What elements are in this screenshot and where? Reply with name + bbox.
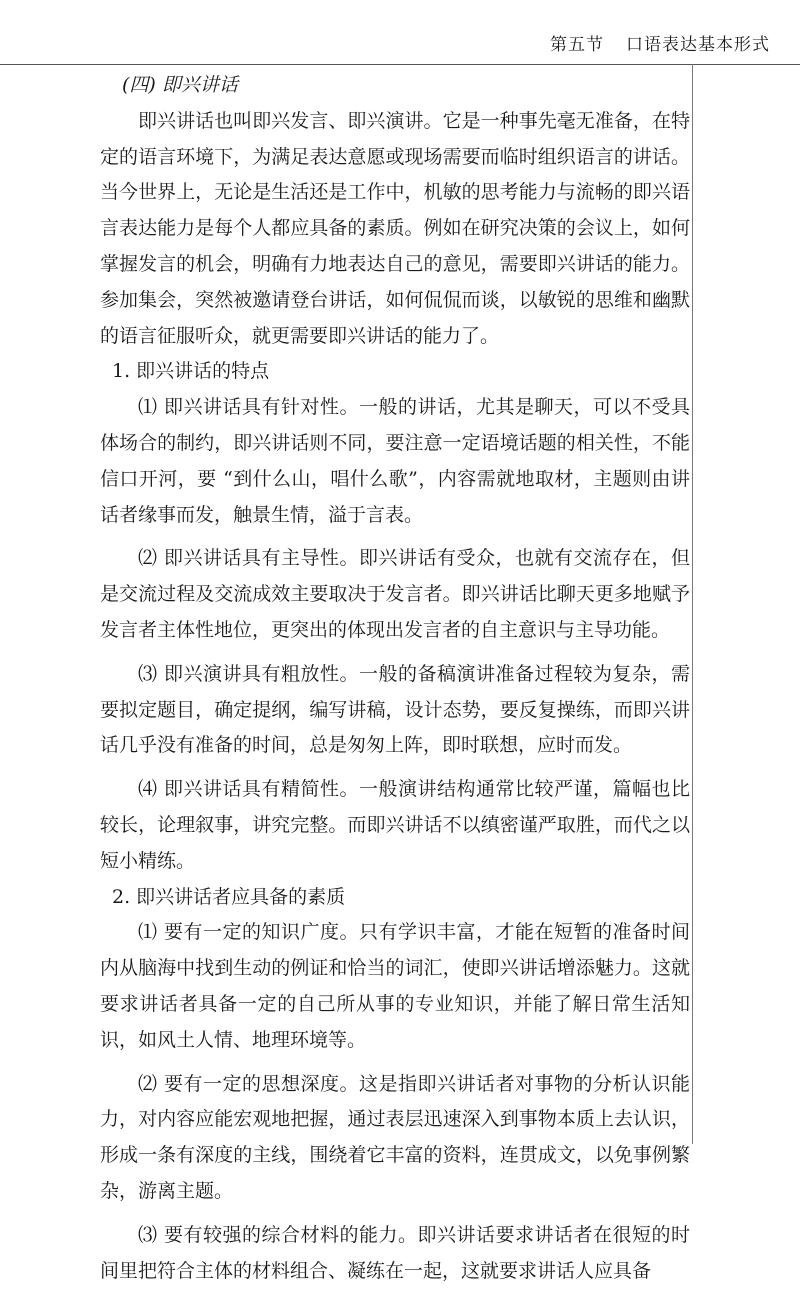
heading-qualities: 2. 即兴讲话者应具备的素质	[112, 885, 346, 908]
heading-features: 1. 即兴讲话的特点	[112, 360, 270, 383]
intro-paragraph: 即兴讲话也叫即兴发言、即兴演讲。它是一种事先毫无准备，在特定的语言环境下，为满足表达意愿或现场需要而临时组织语言的讲话。当今世界上，无论是生活还是工作中，机敏的思考能力与流畅的即兴语言表达能力是每个人都应具备的素质。例如在研究决策的会议上，如何掌握发言的机会，明确有力地表达自己的意见，需要即兴讲话的能力。参加集会，突然被邀请登台讲话，如何侃侃而谈，以敏锐的思维和幽默的语言征服听众，就更需要即兴讲话的能力了。	[100, 109, 690, 347]
running-header	[0, 30, 770, 55]
feature-paragraph: ⑵ 即兴讲话具有主导性。即兴讲话有受众，也就有交流存在，但是交流过程及交流成效主要取决于发言者。即兴讲话比聊天更多地赋予发言者主体性地位，更突出的体现出发言者的自主意识与主导功能。	[100, 547, 690, 641]
header-title: 口语表达基本形式	[626, 35, 770, 55]
header-section: 第五节	[550, 35, 604, 55]
subsection-title: (四) 即兴讲话	[122, 74, 238, 96]
quality-paragraph: ⑴ 要有一定的知识广度。只有学识丰富，才能在短暂的准备时间内从脑海中找到生动的例证和恰当的词汇，使即兴讲话增添魅力。这就要求讲话者具备一定的自己所从事的专业知识，并能了解日常生活知识，如风土人情、地理环境等。	[100, 921, 690, 1051]
margin-rule	[692, 64, 693, 1144]
quality-paragraph: ⑵ 要有一定的思想深度。这是指即兴讲话者对事物的分析认识能力，对内容应能宏观地把握，通过表层迅速深入到事物本质上去认识，形成一条有深度的主线，围绕着它丰富的资料，连贯成文，以免事例繁杂，游离主题。	[100, 1072, 690, 1202]
header-rule	[0, 64, 800, 65]
page-content	[100, 68, 690, 1289]
feature-paragraph: ⑴ 即兴讲话具有针对性。一般的讲话，尤其是聊天，可以不受具体场合的制约，即兴讲话则不同，要注意一定语境话题的相关性，不能信口开河，要 “到什么山，唱什么歌”，内容需就地取材，主题则由讲话者缘事而发，触景生情，溢于言表。	[100, 396, 690, 526]
quality-paragraph: ⑶ 要有较强的综合材料的能力。即兴讲话要求讲话者在很短的时间里把符合主体的材料组合、凝练在一起，这就要求讲话人应具备	[100, 1223, 690, 1282]
feature-paragraph: ⑶ 即兴演讲具有粗放性。一般的备稿演讲准备过程较为复杂，需要拟定题目，确定提纲，编写讲稿，设计态势，要反复操练，而即兴讲话几乎没有准备的时间，总是匆匆上阵，即时联想，应时而发。	[100, 662, 690, 757]
feature-paragraph: ⑷ 即兴讲话具有精简性。一般演讲结构通常比较严谨，篇幅也比较长，论理叙事，讲究完整。而即兴讲话不以缜密谨严取胜，而代之以短小精练。	[100, 778, 690, 872]
